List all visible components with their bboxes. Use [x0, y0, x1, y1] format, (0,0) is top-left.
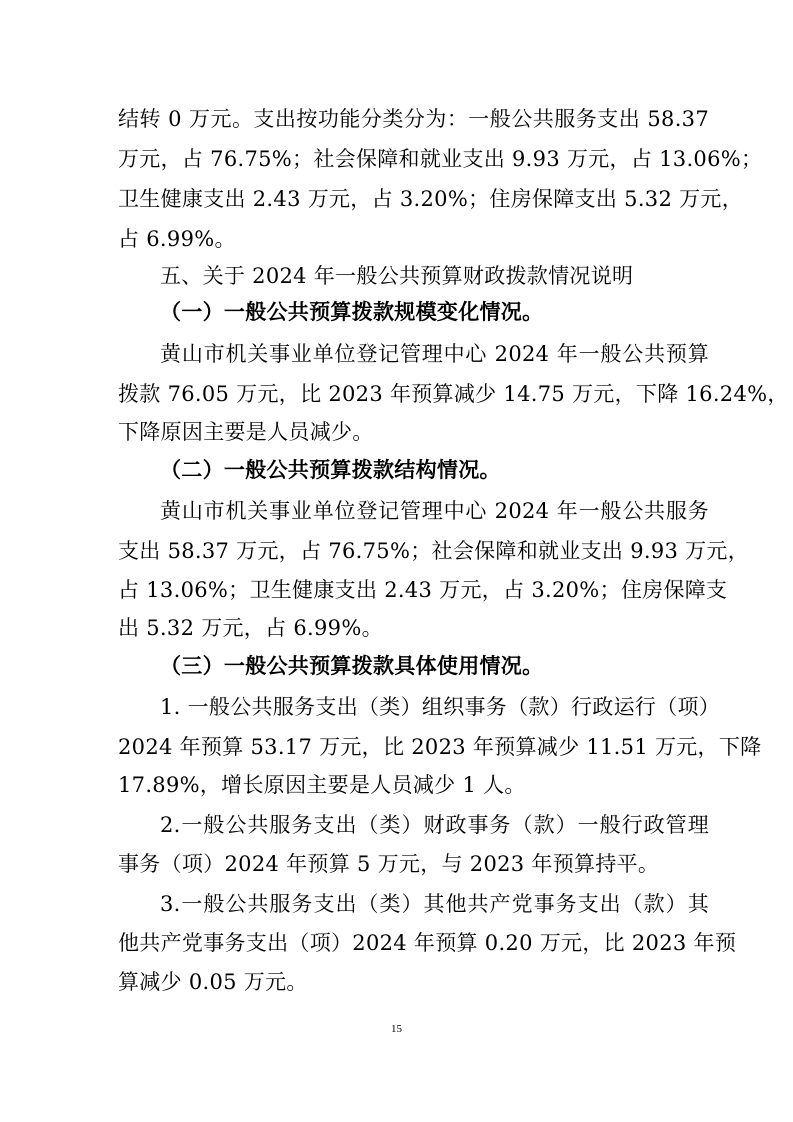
text-line: 占 13.06%；卫生健康支出 2.43 万元，占 3.20%；住房保障支 — [118, 578, 728, 602]
section-heading: 五、关于 2024 年一般公共预算财政拨款情况说明 — [160, 264, 634, 288]
text-line: 结转 0 万元。支出按功能分类分为：一般公共服务支出 58.37 — [118, 107, 709, 131]
subsection-heading: （三）一般公共预算拨款具体使用情况。 — [160, 653, 544, 678]
text-line: 黄山市机关事业单位登记管理中心 2024 年一般公共服务 — [160, 499, 709, 523]
text-line: 卫生健康支出 2.43 万元，占 3.20%；住房保障支出 5.32 万元， — [118, 187, 744, 211]
text-line: 出 5.32 万元，占 6.99%。 — [118, 616, 383, 640]
text-line: 万元，占 76.75%；社会保障和就业支出 9.93 万元，占 13.06%； — [118, 147, 763, 171]
text-line: 17.89%，增长原因主要是人员减少 1 人。 — [118, 773, 526, 797]
text-line: 1. 一般公共服务支出（类）组织事务（款）行政运行（项） — [160, 695, 721, 719]
text-line: 他共产党事务支出（项）2024 年预算 0.20 万元，比 2023 年预 — [118, 931, 737, 955]
text-line: 拨款 76.05 万元，比 2023 年预算减少 14.75 万元，下降 16.24%， — [118, 382, 789, 406]
text-line: 下降原因主要是人员减少。 — [118, 420, 374, 444]
page-number: 15 — [391, 1023, 402, 1035]
text-line: 事务（项）2024 年预算 5 万元，与 2023 年预算持平。 — [118, 852, 660, 876]
text-line: 算减少 0.05 万元。 — [118, 970, 308, 994]
text-line: 2024 年预算 53.17 万元，比 2023 年预算减少 11.51 万元，下降 — [118, 735, 762, 759]
text-line: 支出 58.37 万元，占 76.75%；社会保障和就业支出 9.93 万元， — [118, 539, 750, 563]
subsection-heading: （二）一般公共预算拨款结构情况。 — [160, 457, 501, 482]
text-line: 黄山市机关事业单位登记管理中心 2024 年一般公共预算 — [160, 342, 709, 366]
text-line: 占 6.99%。 — [118, 227, 236, 251]
text-line: 3.一般公共服务支出（类）其他共产党事务支出（款）其 — [160, 892, 709, 916]
subsection-heading: （一）一般公共预算拨款规模变化情况。 — [160, 299, 544, 324]
text-line: 2.一般公共服务支出（类）财政事务（款）一般行政管理 — [160, 813, 709, 837]
